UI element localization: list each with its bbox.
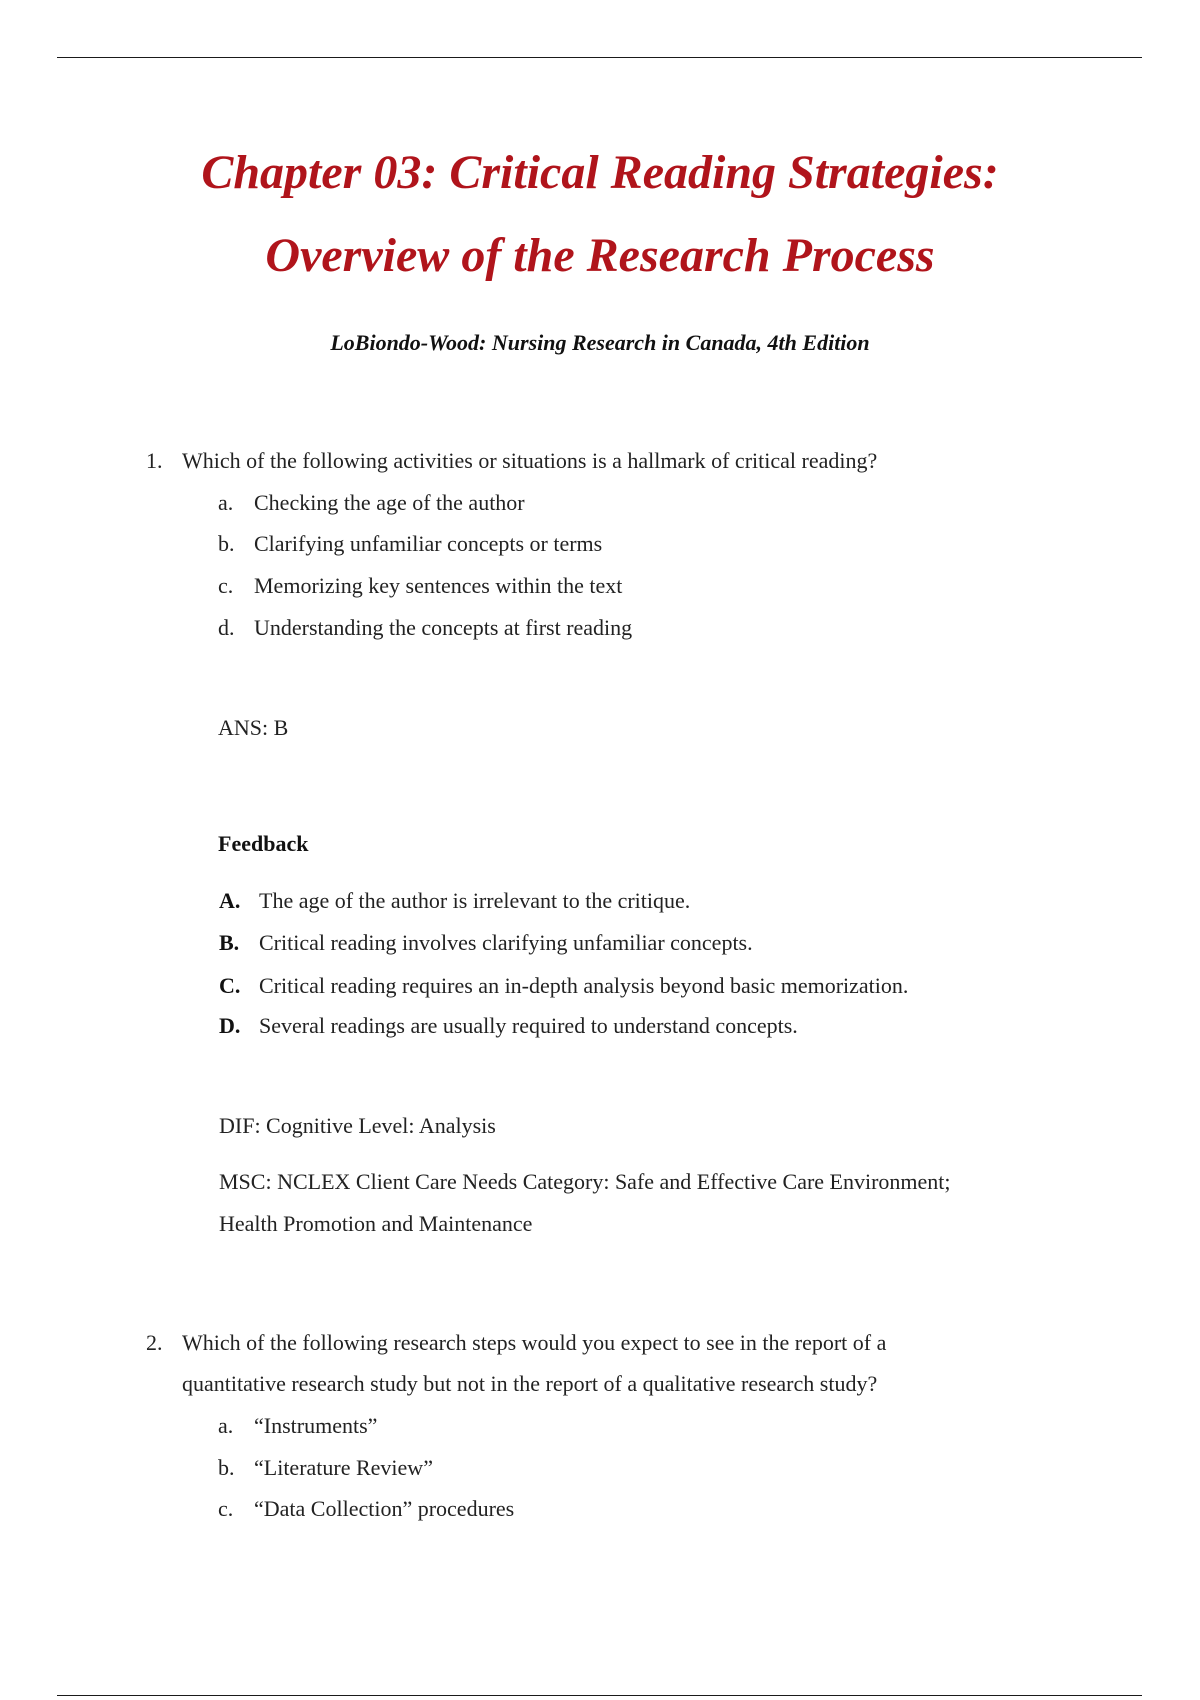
option-text: “Literature Review” <box>254 1455 433 1480</box>
chapter-title-line-2: Overview of the Research Process <box>265 229 935 282</box>
msc-category-line-2: Health Promotion and Maintenance <box>219 1211 533 1236</box>
book-subtitle: LoBiondo-Wood: Nursing Research in Canada, 4th Edition <box>330 330 870 355</box>
option-letter: b. <box>218 531 235 556</box>
question-stem-line-1: Which of the following research steps would you expect to see in the report of a <box>182 1330 887 1355</box>
feedback-letter: A. <box>219 888 241 913</box>
question-stem-line-2: quantitative research study but not in the report of a qualitative research study? <box>182 1371 878 1396</box>
feedback-letter: D. <box>219 1013 241 1038</box>
chapter-title-line-1: Chapter 03: Critical Reading Strategies: <box>201 146 999 199</box>
option-text: “Instruments” <box>254 1413 378 1438</box>
answer-key: ANS: B <box>218 715 289 740</box>
question-stem: Which of the following activities or situations is a hallmark of critical reading? <box>182 448 878 473</box>
option-letter: c. <box>218 573 234 598</box>
option-letter: a. <box>218 1413 234 1438</box>
top-rule <box>57 57 1142 58</box>
option-text: “Data Collection” procedures <box>254 1496 515 1521</box>
feedback-text: The age of the author is irrelevant to the critique. <box>259 888 691 913</box>
feedback-letter: B. <box>219 930 240 955</box>
feedback-letter: C. <box>219 973 241 998</box>
question-number: 2. <box>146 1330 163 1355</box>
msc-category-line-1: MSC: NCLEX Client Care Needs Category: Safe and Effective Care Environment; <box>219 1169 951 1194</box>
option-text: Memorizing key sentences within the text <box>254 573 623 598</box>
option-text: Checking the age of the author <box>254 490 525 515</box>
feedback-heading: Feedback <box>218 831 309 856</box>
option-letter: c. <box>218 1496 234 1521</box>
question-number: 1. <box>146 448 163 473</box>
option-text: Clarifying unfamiliar concepts or terms <box>254 531 603 556</box>
feedback-text: Critical reading involves clarifying unfamiliar concepts. <box>259 930 753 955</box>
feedback-text: Critical reading requires an in-depth analysis beyond basic memorization. <box>259 973 909 998</box>
option-letter: b. <box>218 1455 235 1480</box>
feedback-text: Several readings are usually required to understand concepts. <box>259 1013 798 1038</box>
option-letter: d. <box>218 615 235 640</box>
difficulty-level: DIF: Cognitive Level: Analysis <box>219 1113 496 1138</box>
option-text: Understanding the concepts at first reading <box>254 615 633 640</box>
bottom-rule <box>57 1695 1142 1696</box>
option-letter: a. <box>218 490 234 515</box>
